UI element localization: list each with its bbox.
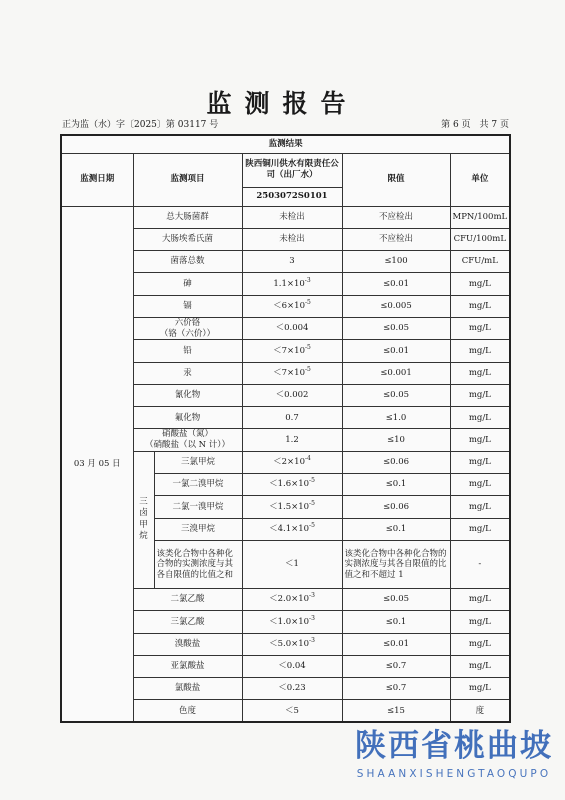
cell-unit: CFU/100mL bbox=[450, 228, 510, 250]
cell-item: 亚氯酸盐 bbox=[133, 655, 242, 677]
cell-limit: ≤0.1 bbox=[342, 518, 450, 540]
cell-item: 氟化物 bbox=[133, 407, 242, 429]
watermark-logo bbox=[355, 720, 553, 780]
cell-item: 汞 bbox=[133, 362, 242, 384]
cell-limit: ≤0.05 bbox=[342, 317, 450, 339]
cell-item: 三氯乙酸 bbox=[133, 611, 242, 633]
cell-unit: mg/L bbox=[450, 340, 510, 362]
cell-value: $<6\times 10^{-5}$ bbox=[242, 295, 342, 317]
cell-item: 大肠埃希氏菌 bbox=[133, 228, 242, 250]
cell-value: 未检出 bbox=[242, 228, 342, 250]
header-sample-id: 2503072S0101 bbox=[242, 187, 342, 206]
cell-value: ＜1 bbox=[242, 540, 342, 588]
cell-item: 总大肠菌群 bbox=[133, 206, 242, 228]
cell-item: 一氯二溴甲烷 bbox=[154, 474, 242, 496]
cell-value: ＜0.002 bbox=[242, 384, 342, 406]
page-number: 第 6 页 共 7 页 bbox=[441, 120, 509, 130]
group-label-char: 三 bbox=[139, 496, 148, 507]
cell-unit: MPN/100mL bbox=[450, 206, 510, 228]
cell-value: $<4.1\times 10^{-5}$ bbox=[242, 518, 342, 540]
cell-item: 溴酸盐 bbox=[133, 633, 242, 655]
cell-item: 色度 bbox=[133, 700, 242, 722]
cell-value: $<7\times 10^{-5}$ bbox=[242, 362, 342, 384]
cell-unit: mg/L bbox=[450, 611, 510, 633]
cell-value: $<1.5\times 10^{-5}$ bbox=[242, 496, 342, 518]
cell-value: $<2\times 10^{-4}$ bbox=[242, 451, 342, 473]
header-unit: 单位 bbox=[450, 153, 510, 206]
cell-value: $1.1\times 10^{-3}$ bbox=[242, 273, 342, 295]
cell-item: 二氯乙酸 bbox=[133, 588, 242, 610]
cell-unit: mg/L bbox=[450, 384, 510, 406]
cell-unit: mg/L bbox=[450, 588, 510, 610]
cell-unit: mg/L bbox=[450, 273, 510, 295]
cell-value: $<7\times 10^{-5}$ bbox=[242, 340, 342, 362]
header-date: 监测日期 bbox=[61, 153, 133, 206]
cell-limit: ≤0.005 bbox=[342, 295, 450, 317]
cell-limit: 不应检出 bbox=[342, 206, 450, 228]
cell-limit: ≤0.1 bbox=[342, 611, 450, 633]
document-number: 正为监（水）字〔2025〕第 03117 号 bbox=[62, 120, 219, 130]
cell-limit: 该类化合物中各种化合物的实测浓度与其各自限值的比值之和不超过 1 bbox=[342, 540, 450, 588]
cell-limit: ≤0.05 bbox=[342, 588, 450, 610]
cell-value: $<5.0\times 10^{-3}$ bbox=[242, 633, 342, 655]
cell-group-label bbox=[133, 451, 154, 588]
cell-unit: mg/L bbox=[450, 655, 510, 677]
cell-value: ＜0.04 bbox=[242, 655, 342, 677]
cell-value: $<1.6\times 10^{-5}$ bbox=[242, 474, 342, 496]
cell-value: 未检出 bbox=[242, 206, 342, 228]
header-limit: 限值 bbox=[342, 153, 450, 206]
results-body bbox=[61, 206, 510, 722]
cell-value: ＜0.23 bbox=[242, 678, 342, 700]
cell-unit: mg/L bbox=[450, 633, 510, 655]
cell-item: 硝酸盐（氮） （硝酸盐（以 N 计）） bbox=[133, 429, 242, 451]
report-title: 监测报告 bbox=[206, 89, 359, 118]
cell-unit: mg/L bbox=[450, 429, 510, 451]
cell-value: ＜0.004 bbox=[242, 317, 342, 339]
cell-limit: ≤0.05 bbox=[342, 384, 450, 406]
cell-limit: ≤0.01 bbox=[342, 633, 450, 655]
cell-item: 氯酸盐 bbox=[133, 678, 242, 700]
cell-item: 氰化物 bbox=[133, 384, 242, 406]
cell-item: 铅 bbox=[133, 340, 242, 362]
cell-value: 0.7 bbox=[242, 407, 342, 429]
cell-unit: mg/L bbox=[450, 496, 510, 518]
group-label-char: 烷 bbox=[139, 531, 148, 542]
watermark-cn: 陕西省桃曲坡 bbox=[355, 728, 553, 764]
cell-limit: ≤0.01 bbox=[342, 340, 450, 362]
watermark-en: SHAANXISHENGTAOQUPO bbox=[356, 768, 552, 780]
cell-item: 镉 bbox=[133, 295, 242, 317]
header-item: 监测项目 bbox=[133, 153, 242, 206]
cell-limit: ≤0.06 bbox=[342, 451, 450, 473]
group-label-char: 卤 bbox=[139, 508, 148, 519]
cell-unit: mg/L bbox=[450, 362, 510, 384]
group-label-char: 甲 bbox=[139, 519, 148, 530]
cell-unit: mg/L bbox=[450, 295, 510, 317]
cell-limit: 不应检出 bbox=[342, 228, 450, 250]
cell-unit: mg/L bbox=[450, 317, 510, 339]
cell-unit: mg/L bbox=[450, 474, 510, 496]
cell-unit: mg/L bbox=[450, 518, 510, 540]
cell-value: $<1.0\times 10^{-3}$ bbox=[242, 611, 342, 633]
cell-limit: ≤0.1 bbox=[342, 474, 450, 496]
cell-item: 该类化合物中各种化合物的实测浓度与其各自限值的比值之和 bbox=[154, 540, 242, 588]
section-title: 监测结果 bbox=[61, 135, 510, 153]
cell-item: 砷 bbox=[133, 273, 242, 295]
cell-limit: ≤0.001 bbox=[342, 362, 450, 384]
cell-limit: ≤0.7 bbox=[342, 655, 450, 677]
cell-unit: 度 bbox=[450, 700, 510, 722]
cell-unit: mg/L bbox=[450, 407, 510, 429]
cell-item: 六价铬 （铬（六价）） bbox=[133, 317, 242, 339]
cell-limit: ≤0.01 bbox=[342, 273, 450, 295]
cell-value: 1.2 bbox=[242, 429, 342, 451]
cell-unit: mg/L bbox=[450, 451, 510, 473]
cell-limit: ≤1.0 bbox=[342, 407, 450, 429]
cell-limit: ≤0.7 bbox=[342, 678, 450, 700]
cell-limit: ≤15 bbox=[342, 700, 450, 722]
cell-value: 3 bbox=[242, 251, 342, 273]
cell-unit: CFU/mL bbox=[450, 251, 510, 273]
cell-item: 菌落总数 bbox=[133, 251, 242, 273]
results-table bbox=[60, 134, 511, 723]
cell-value: ＜5 bbox=[242, 700, 342, 722]
cell-date: 03 月 05 日 bbox=[61, 206, 133, 722]
cell-item: 三氯甲烷 bbox=[154, 451, 242, 473]
cell-unit: mg/L bbox=[450, 678, 510, 700]
cell-unit: - bbox=[450, 540, 510, 588]
cell-limit: ≤10 bbox=[342, 429, 450, 451]
cell-value: $<2.0\times 10^{-3}$ bbox=[242, 588, 342, 610]
cell-item: 二氯一溴甲烷 bbox=[154, 496, 242, 518]
cell-item: 三溴甲烷 bbox=[154, 518, 242, 540]
cell-limit: ≤100 bbox=[342, 251, 450, 273]
cell-limit: ≤0.06 bbox=[342, 496, 450, 518]
table-row bbox=[61, 206, 510, 228]
header-sample-name: 陕西铜川供水有限责任公司（出厂水） bbox=[242, 153, 342, 187]
